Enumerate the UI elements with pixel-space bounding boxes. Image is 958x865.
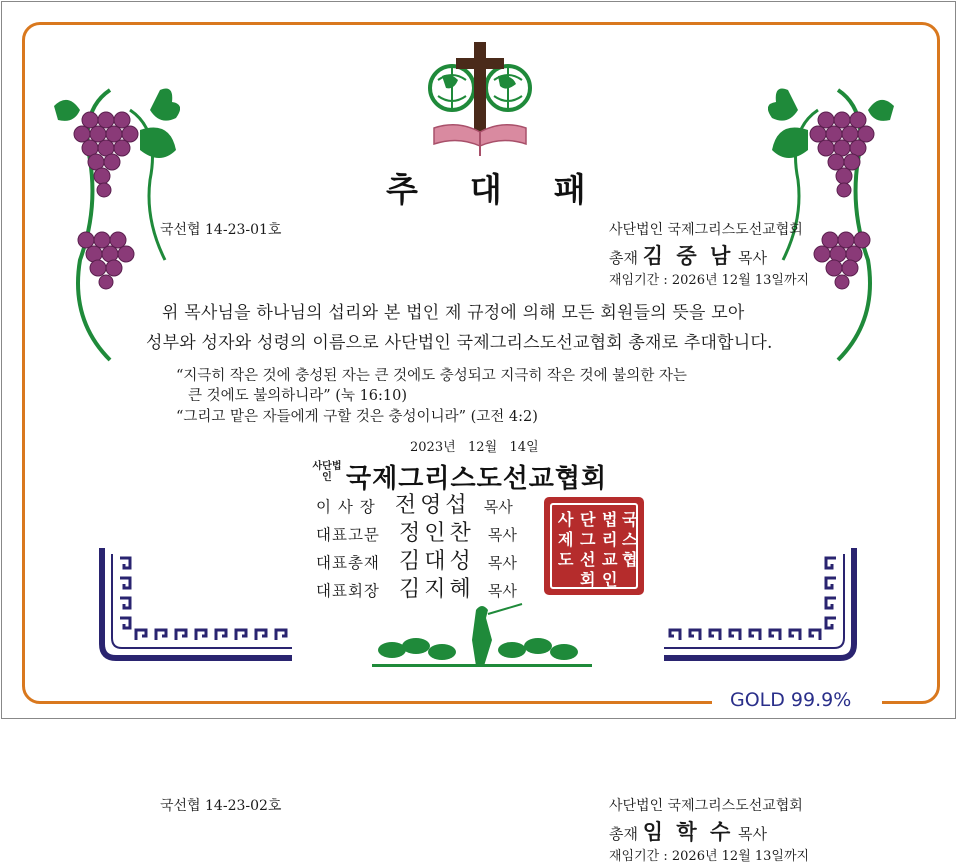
next-president-line [609, 816, 767, 846]
term-of-office: 재임기간 : 2026년 12월 13일까지 [609, 273, 810, 288]
next-document-number: 국선협 14-23-02호 [160, 798, 282, 814]
officer-name: 김지혜 [399, 577, 475, 602]
officer-role: 대표고문 [316, 526, 380, 544]
certificate-title: 추대패 [386, 170, 638, 209]
officer-name: 정인찬 [399, 521, 475, 546]
officer-row [316, 516, 517, 547]
officer-role: 이 사 장 [316, 498, 376, 516]
officer-name: 김대성 [399, 549, 475, 574]
officer-role: 대표총재 [316, 554, 380, 572]
quote-line-3: “그리고 맡은 자들에게 구할 것은 충성이니라” (고전 4:2) [176, 409, 538, 425]
officer-row [316, 488, 513, 519]
officer-suffix: 목사 [483, 498, 513, 516]
body-line-1: 위 목사님을 하나님의 섭리와 본 법인 제 규정에 의해 모든 회원들의 뜻을 모아 [162, 303, 745, 323]
meander-border-right-icon [660, 548, 860, 668]
next-term-of-office: 재임기간 : 2026년 12월 13일까지 [609, 849, 810, 864]
org-badge: 사단법인 [312, 461, 342, 483]
quote-line-2: 큰 것에도 불의하니라” (눅 16:10) [188, 388, 408, 404]
issue-date: 2023년 12월 14일 [410, 440, 539, 455]
issuer-org-small: 사단법인 국제그리스도선교협회 [609, 222, 803, 238]
issuing-organization: 국제그리스도선교협회 [346, 464, 608, 494]
next-president-name: 임 학 수 [642, 820, 734, 844]
next-president-suffix: 목사 [738, 825, 768, 843]
quote-line-1: “지극히 작은 것에 충성된 자는 큰 것에도 충성되고 지극히 작은 것에 불의한 자는 [176, 368, 687, 384]
officer-name: 전영섭 [394, 493, 471, 518]
cross-globe-bible-icon [420, 40, 540, 160]
officer-row [316, 572, 517, 603]
gold-purity-label: GOLD 99.9% [730, 689, 852, 711]
president-prefix: 총재 [609, 249, 638, 267]
body-line-2: 성부와 성자와 성령의 이름으로 사단법인 국제그리스도선교협회 총재로 추대합니다. [146, 333, 773, 353]
official-seal: 사 단 법 국 제 그 리 스 도 선 교 협 회 인 [544, 497, 644, 595]
officer-role: 대표회장 [316, 582, 380, 600]
next-president-prefix: 총재 [609, 825, 638, 843]
shepherd-sheep-icon [372, 600, 592, 672]
officer-suffix: 목사 [487, 554, 517, 572]
president-suffix: 목사 [738, 249, 768, 267]
president-line [609, 240, 767, 270]
officer-row [316, 544, 517, 575]
officer-suffix: 목사 [487, 582, 517, 600]
president-name: 김 중 남 [642, 244, 734, 268]
document-number: 국선협 14-23-01호 [160, 222, 282, 238]
meander-border-left-icon [96, 548, 296, 668]
next-issuer-org-small: 사단법인 국제그리스도선교협회 [609, 798, 803, 814]
officer-suffix: 목사 [487, 526, 517, 544]
